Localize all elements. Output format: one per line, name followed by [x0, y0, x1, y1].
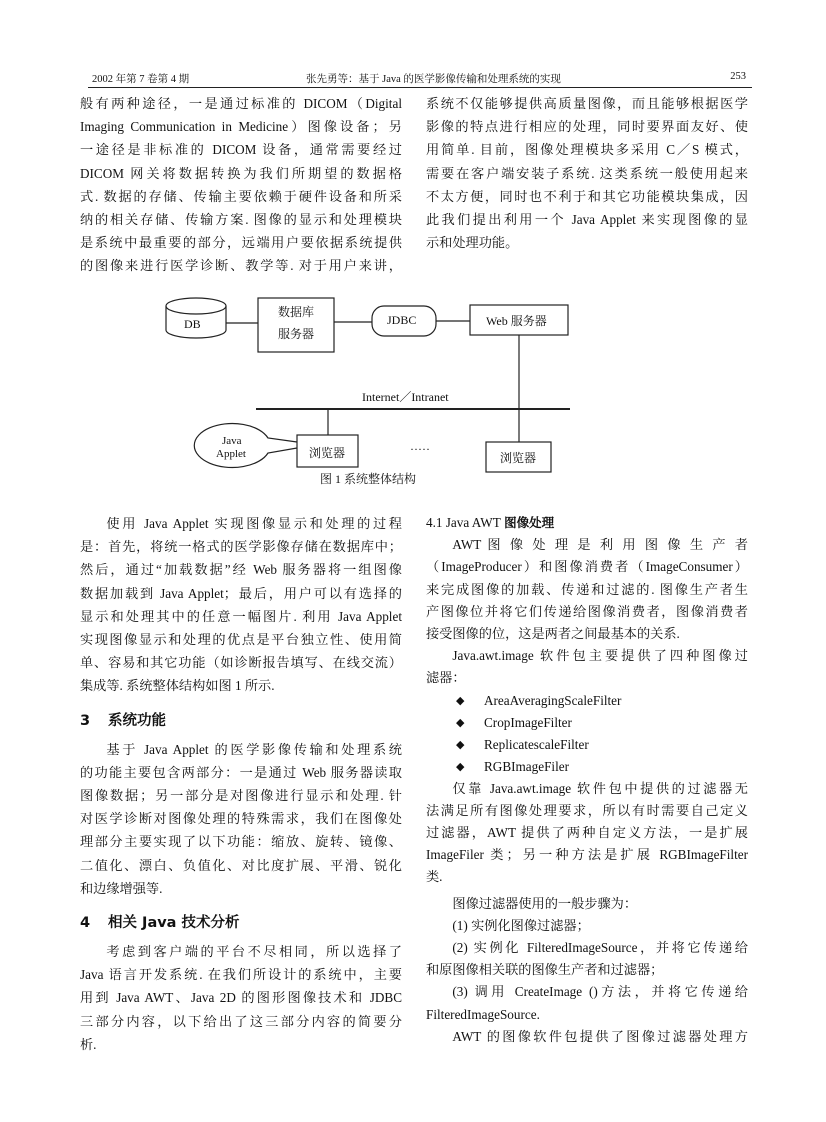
step-2: (2) 实例化 FilteredImageSource，并将它传递给 — [452, 940, 748, 956]
text-line: 实现图像显示和处理的优点是平台独立性、使用简 — [80, 632, 402, 648]
browser-label: 浏览器 — [309, 446, 346, 460]
filters-intro-paragraph — [426, 645, 748, 689]
steps-block — [426, 893, 748, 1048]
text-line: Java.awt.image 软件包主要提供了四种图像过 — [452, 648, 748, 664]
text-line: 需要在客户端安装子系统. 这类系统一般使用起来 — [426, 165, 748, 181]
filter-list — [426, 690, 748, 778]
step-3-cont: FilteredImageSource. — [426, 1006, 540, 1022]
subsection-title: 图像处理 — [504, 515, 555, 530]
section-number: 4 — [80, 915, 91, 932]
db-server-label: 数据库 — [278, 305, 315, 319]
text-line: 析. — [80, 1036, 97, 1052]
applet-paragraph — [80, 512, 402, 698]
text-line: 来完成图像的加载、传递和过滤的. 图像生产者生 — [426, 581, 748, 597]
right-body — [426, 512, 748, 1048]
list-item: ◆ ReplicatescaleFilter — [426, 734, 748, 756]
journal-issue: 2002 年第 7 卷第 4 期 — [92, 74, 190, 85]
diamond-bullet-icon: ◆ — [456, 760, 465, 773]
text-line: 考虑到客户端的平台不尽相同，所以选择了 — [106, 944, 402, 960]
text-line: 影像的特点进行相应的处理，同时要界面友好、使 — [426, 119, 748, 135]
section-title: 系统功能 — [108, 712, 166, 729]
text-line: （ImageProducer）和图像消费者（ImageConsumer） — [426, 559, 748, 575]
db-label: DB — [184, 317, 201, 331]
awt-paragraph — [426, 534, 748, 645]
running-header — [88, 69, 752, 88]
text-line: 不太方便，同时也不利于和其它功能模块集成，因 — [426, 188, 748, 204]
text-line: ImageFiler 类；另一种方法是扩展 RGBImageFilter — [426, 847, 748, 863]
text-line: 纳的相关存储、传输方案. 图像的显示和处理模块 — [80, 212, 402, 228]
section-title: 相关 Java 技术分析 — [108, 915, 240, 932]
custom-filter-paragraph — [426, 778, 748, 889]
text-line: 理部分主要实现了以下功能：缩放、旋转、镜像、 — [80, 834, 402, 850]
text-line: 般有两种途径，一是通过标准的 DICOM（Digital — [80, 96, 402, 111]
text-line: 是系统中最重要的部分，远端用户要依据系统提供 — [80, 235, 402, 251]
text-line: 图像过滤器使用的一般步骤为： — [452, 895, 638, 911]
subsection-number: 4.1 Java AWT — [426, 515, 501, 530]
figure-system-architecture — [150, 290, 590, 495]
text-line: 三部分内容，以下给出了这三部分内容的简要分 — [80, 1013, 402, 1029]
text-line: 对医学诊断对图像处理的特殊需求，我们在图像处 — [80, 811, 402, 827]
left-body — [80, 512, 402, 1056]
text-line: 一途径是非标准的 DICOM 设备，通常需要经过 — [80, 142, 402, 158]
text-line: 数据加载到 Java Applet；最后，用户可以有选择的 — [80, 585, 402, 601]
text-line: 图像数据；另一部分是对图像进行显示和处理. 针 — [80, 788, 402, 804]
text-line: 的功能主要包含两部分：一是通过 Web 服务器读取 — [80, 764, 402, 780]
text-line: 单、容易和其它功能（如诊断报告填写、在线交流） — [80, 655, 402, 671]
jdbc-label: JDBC — [387, 313, 417, 327]
text-line: 产图像位并将它们传递给图像消费者，图像消费者 — [426, 603, 748, 619]
db-server-label: 服务器 — [278, 327, 315, 341]
ellipsis-label: ····· — [410, 442, 430, 456]
browser-label: 浏览器 — [500, 451, 537, 465]
list-item: ◆ CropImageFilter — [426, 712, 748, 734]
text-line: Java 语言开发系统. 在我们所设计的系统中，主要 — [80, 967, 402, 983]
step-2-cont: 和原图像相关联的图像生产者和过滤器； — [426, 962, 664, 978]
section-4-heading — [80, 906, 402, 940]
network-label: Internet／Intranet — [362, 390, 449, 404]
section-3-paragraph — [80, 738, 402, 900]
step-3: (3) 调用 CreateImage ()方法，并将它传递给 — [452, 984, 748, 1000]
web-server-label: Web 服务器 — [486, 314, 547, 328]
text-line: 仅靠 Java.awt.image 软件包中提供的过滤器无 — [452, 780, 748, 796]
diamond-bullet-icon: ◆ — [456, 716, 465, 729]
list-item: ◆ AreaAveragingScaleFilter — [426, 690, 748, 712]
text-line: 类. — [426, 869, 443, 885]
text-line: 是：首先，将统一格式的医学影像存储在数据库中； — [80, 539, 402, 555]
text-line: Imaging Communication in Medicine）图像设备；另 — [80, 119, 402, 135]
text-line: 集成等. 系统整体结构如图 1 所示. — [80, 678, 275, 694]
text-line: AWT 图 像 处 理 是 利 用 图 像 生 产 者 — [452, 537, 748, 553]
subsection-4-1-heading — [426, 512, 748, 534]
text-line: DICOM 网关将数据转换为我们所期望的数据格 — [80, 165, 402, 181]
applet-label: Applet — [216, 448, 246, 460]
figure-caption: 图 1 系统整体结构 — [320, 472, 417, 486]
text-line: 用简单. 目前，图像处理模块多采用 C／S 模式， — [426, 142, 748, 158]
applet-label: Java — [222, 435, 242, 447]
text-line: 系统不仅能够提供高质量图像，而且能够根据医学 — [426, 96, 748, 111]
text-line: 使用 Java Applet 实现图像显示和处理的过程 — [106, 516, 402, 531]
diamond-bullet-icon: ◆ — [456, 694, 465, 707]
left-intro-paragraph — [80, 92, 402, 278]
text-line: 然后，通过“加载数据”经 Web 服务器将一组图像 — [80, 562, 402, 578]
text-line: 的图像来进行医学诊断、教学等. 对于用户来讲， — [80, 258, 402, 274]
text-line: 过滤器，AWT 提供了两种自定义方法，一是扩展 — [426, 825, 748, 841]
text-line: 示和处理功能。 — [426, 235, 519, 251]
text-line: 用到 Java AWT、Java 2D 的图形图像技术和 JDBC — [80, 990, 402, 1006]
section-4-paragraph — [80, 940, 402, 1056]
text-line: 法满足所有图像处理要求，所以有时需要自己定义 — [426, 802, 748, 818]
page-number: 253 — [730, 71, 746, 82]
text-line: AWT 的图像软件包提供了图像过滤器处理方 — [452, 1028, 748, 1044]
diamond-bullet-icon: ◆ — [456, 738, 465, 751]
right-intro-paragraph — [426, 92, 748, 254]
step-1: (1) 实例化图像过滤器； — [452, 917, 590, 933]
text-line: 滤器： — [426, 670, 466, 686]
section-number: 3 — [80, 712, 91, 729]
text-line: 式. 数据的存储、传输主要依赖于硬件设备和所采 — [80, 188, 402, 204]
list-item: ◆ RGBImageFiler — [426, 756, 748, 778]
article-title: 张先勇等：基于 Java 的医学影像传输和处理系统的实现 — [306, 74, 561, 85]
text-line: 二值化、漂白、负值化、对比度扩展、平滑、锐化 — [80, 857, 402, 873]
text-line: 显示和处理其中的任意一幅图片. 利用 Java Applet — [80, 608, 402, 624]
text-line: 基于 Java Applet 的医学影像传输和处理系统 — [106, 741, 402, 757]
text-line: 接受图像的位，这是两者之间最基本的关系. — [426, 626, 680, 642]
text-line: 和边缘增强等. — [80, 880, 163, 896]
text-line: 此我们提出利用一个 Java Applet 来实现图像的显 — [426, 212, 748, 228]
section-3-heading — [80, 704, 402, 738]
